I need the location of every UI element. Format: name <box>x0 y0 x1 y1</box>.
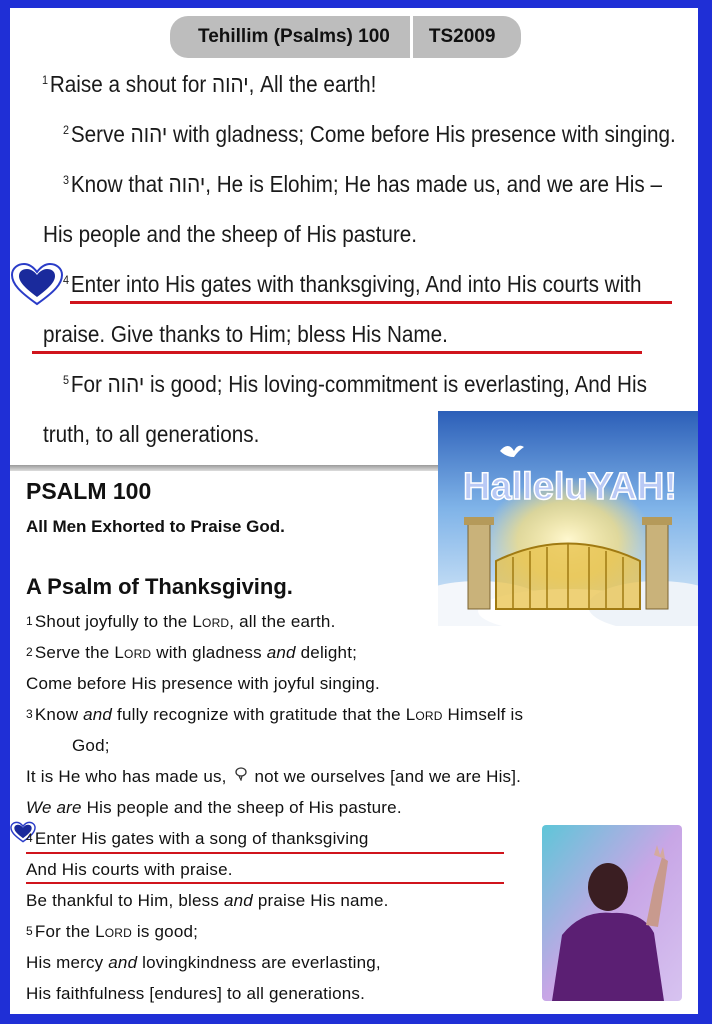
header-title-tab[interactable]: Tehillim (Psalms) 100 <box>170 16 410 58</box>
amp-verse-5-line3: His faithfulness [endures] to all generations. <box>26 984 365 1003</box>
ts-verse-2: $^2$Serve יהוה with gladness; Come before His presence with singing. <box>63 121 676 147</box>
page <box>10 8 698 1014</box>
amp-verse-2: $^2$ Serve the Lord with gladness and delight; <box>26 643 358 662</box>
amp-verse-3: $^3$ Know and fully recognize with gratitude that the Lord Himself is <box>26 705 524 724</box>
ts-verse-4-cont: praise. Give thanks to Him; bless His Name. <box>43 321 448 347</box>
ts-verse-4: $^4$Enter into His gates with thanksgiving, And into His courts with <box>63 271 642 297</box>
ts-verse-1: $^1$Raise a shout for יהוה, All the earth! <box>42 71 377 97</box>
worshipper-image <box>542 825 682 1001</box>
amp-verse-4-cont: And His courts with praise. <box>26 860 233 879</box>
ts-verse-3-cont: His people and the sheep of His pasture. <box>43 221 417 247</box>
ts-verse-5: $^5$For יהוה is good; His loving-commitment is everlasting, And His <box>63 371 647 397</box>
amp-verse-3-line4: We are His people and the sheep of His pasture. <box>26 798 402 817</box>
amp-verse-4: $^4$ Enter His gates with a song of thanksgiving <box>26 829 369 848</box>
heaven-gates-image <box>438 411 698 626</box>
psalm-subheading: All Men Exhorted to Praise God. <box>26 517 285 536</box>
psalm-heading: PSALM 100 <box>26 478 152 504</box>
amp-verse-2-cont: Come before His presence with joyful singing. <box>26 674 380 693</box>
hallelujah-text: HalleluYAH! <box>463 466 677 508</box>
highlight-underline <box>26 852 504 854</box>
amp-verse-1: $^1$ Shout joyfully to the Lord, all the earth. <box>26 612 336 631</box>
version-tab[interactable]: TS2009 <box>413 16 522 58</box>
ts-verse-3: $^3$Know that יהוה, He is Elohim; He has made us, and we are His – <box>63 171 662 197</box>
amp-verse-3-cont: God; <box>72 736 110 755</box>
amp-verse-5-cont: His mercy and lovingkindness are everlasting, <box>26 953 381 972</box>
highlight-underline <box>70 301 672 304</box>
amp-verse-5: $^5$ For the Lord is good; <box>26 922 199 941</box>
section-divider <box>10 465 440 471</box>
heart-icon <box>10 262 64 306</box>
ts-verse-5-cont: truth, to all generations. <box>43 421 260 447</box>
highlight-underline <box>32 351 642 354</box>
header-tabs <box>170 16 521 58</box>
amp-verse-3-line3: It is He who has made us, not we ourselves [and we are His]. <box>26 767 522 786</box>
psalm-title: A Psalm of Thanksgiving. <box>26 574 293 599</box>
note-icon[interactable] <box>234 767 248 781</box>
amp-verse-4-line3: Be thankful to Him, bless and praise His name. <box>26 891 389 910</box>
highlight-underline <box>26 882 504 884</box>
